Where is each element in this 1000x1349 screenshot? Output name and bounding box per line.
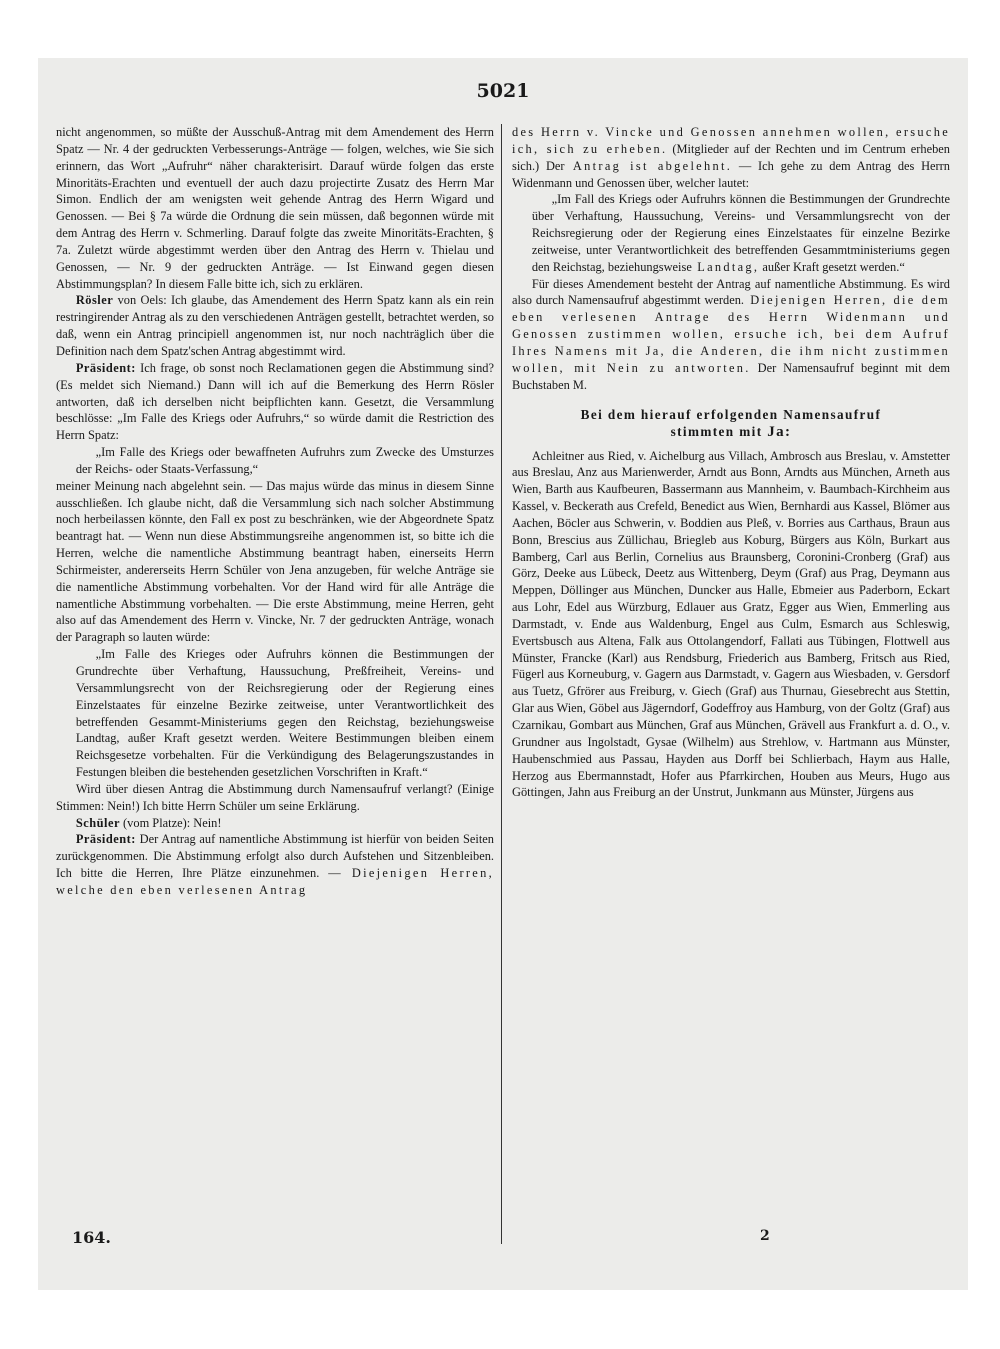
quoted-amendment: „Im Falle des Krieges oder Aufruhrs können die Bestimmungen der Grundrechte über Verhaftung, Haussuchung, Preßfreiheit, Vereins- und Versammlungsrecht von der Reichsregierung oder der Regierung eines Einzelstaates für einzelne Bezirke zeitweise, unter Verantwortlichkeit des betreffenden Gesammt-Ministeriums gegen den Reichstag, beziehungsweise Landtag, außer Kraft gesetzt werden. Weitere Bestimmungen bleiben einem Reichsgesetze vorbehalten. Für die Verkündigung des Belagerungszustandes in Festungen bleiben die bestehenden gesetzlichen Vorschriften in Kraft.“	[75, 647, 494, 780]
heading-line	[512, 423, 950, 442]
paragraph	[512, 124, 950, 191]
heading-text: stimmten mit	[670, 424, 768, 439]
speaker-name: Schüler	[75, 815, 120, 830]
paragraph	[512, 276, 950, 394]
speech-text: — Ich gehe zu dem Antrag des Herrn Widenmann und Genossen über, welcher lautet:	[512, 158, 950, 190]
speech-text: Für dieses Amendement besteht der Antrag auf namentliche Abstimmung. Es wird also durch Namensaufruf abgestimmt werden.	[512, 276, 950, 308]
quoted-amendment: „Im Falle des Kriegs oder bewaffneten Aufruhrs zum Zwecke des Umsturzes der Reichs- oder Staats-Verfassung,“	[75, 445, 494, 476]
spaced-text: Diejenigen Herren, welche den eben verlesenen Antrag	[56, 866, 494, 897]
speech-text: (Mitglieder auf der Rechten und im Centrum erheben sich.) Der	[512, 141, 950, 173]
section-heading	[512, 406, 950, 442]
signature-mark-right: 2	[760, 1228, 770, 1244]
paragraph	[56, 815, 494, 832]
speaker-name: Präsident:	[75, 832, 136, 847]
speech-text: Ich frage, ob sonst noch Reclamationen gegen die Abstimmung sind? (Es meldet sich Niemand.) Dann will ich auf die Bemerkung des Herrn Rösler antworten, daß ich derselben nicht beipflichten kann. Gesetzt, die Versammlung beschlösse: „Im Falle des Kriegs oder Aufruhrs,“ so würde damit die Restriction des Herrn Spatz:	[56, 360, 494, 443]
signature-mark-left: 164.	[72, 1228, 111, 1247]
speech-text: Der Antrag auf namentliche Abstimmung ist hierfür von beiden Seiten zurückgenommen. Die Abstimmung erfolgt also durch Aufstehen und Sitzenbleiben. Ich bitte die Herren, Ihre Plätze einzunehmen. —	[56, 832, 494, 881]
paragraph	[56, 831, 494, 898]
left-column	[56, 124, 494, 1214]
speaker-name: Präsident:	[75, 360, 136, 375]
spaced-text: Diejenigen Herren, die dem eben verlesenen Antrage des Herrn Widenmann und Genossen zustimmen wollen, ersuche ich, bei dem Aufruf Ihres Namens mit Ja, die Anderen, die ihm nicht zustimmen wollen, mit Nein zu antworten.	[512, 293, 950, 375]
paragraph: meiner Meinung nach abgelehnt sein. — Das majus würde das minus in diesem Sinne ausschließen. Ich glaube nicht, daß die Versammlung sich nach solcher Abstimmung noch herbeilassen könnte, den Fall ex post zu beschränken, wie der Abgeordnete Spatz beantragt hat. — Wenn nun diese Abstimmungsreihe angenommen ist, so bitte ich die Herren, welche die namentliche Abstimmung beantragt haben, einerseits Herrn Schirmeister, andererseits Herrn Schüler von Jena anzugeben, für welche Anträge sie die namentliche Abstimmung vorbehalten. Vor der Hand wird für alle Anträge die namentliche Abstimmung vorbehalten. — Die erste Abstimmung, meine Herren, geht also auf das Amendement des Herrn v. Vincke, Nr. 7 der gedruckten Anträge, wonach der Paragraph so lauten würde:	[56, 478, 494, 645]
column-divider	[501, 124, 502, 1244]
speech-text: von Oels: Ich glaube, das Amendement des Herrn Spatz kann als ein rein restringirender Antrag als zu den verschiedenen Anträgen gestellt, betrachtet werden, so daß, wenn ein Antrag principiell angenommen ist, nur noch nachträglich über die Definition nach dem Spatz'schen Antrag abgestimmt wird.	[56, 293, 494, 358]
quote-text: „Im Fall des Kriegs oder Aufruhrs können die Bestimmungen der Grundrechte über Verhaftung, Haussuchung, Vereins- und Versammlungsrecht von der Reichsregierung oder der Regierung eines Einzelstaates für einzelne Bezirke zeitweise, unter Verantwortlichkeit des betreffenden Gesammtministeriums gegen den Reichstag, beziehungsweise	[531, 192, 950, 274]
paragraph: nicht angenommen, so müßte der Ausschuß-Antrag mit dem Amendement des Herrn Spatz — Nr. 4 der gedruckten Verbesserungs-Anträge — folgen, welches, wie Sie sich erinnern, das Wort „Aufruhr“ näher charakterisirt. Darauf würde folgen das erste Minoritäts-Erachten und eventuell der auch dazu projectirte Zusatz des Herrn Mar Simon. Endlich der am wenigsten weit gehende Antrag des Herrn Wigard und Genossen. — Bei § 7a würde die Ordnung die sein müssen, daß begonnen würde mit dem Antrag des Herrn v. Schmerling. Darauf folgte das zweite Minoritäts-Erachten, § 7a. Zuletzt würde abgestimmt werden über den Antrag des Herrn v. Thielau und Genossen, — Nr. 9 der gedruckten Anträge. — Ist Einwand gegen diesen Abstimmungsplan? In diesem Falle bitte ich, sich zu erklären.	[56, 125, 494, 291]
name-list: Achleitner aus Ried, v. Aichelburg aus Villach, Ambrosch aus Breslau, v. Amstetter aus Breslau, Anz aus Marienwerder, Arndt aus Bonn, Arndts aus München, Arneth aus Wien, Barth aus Kaufbeuren, Bassermann aus Mannheim, v. Baumbach-Kirchheim aus Kassel, v. Beckerath aus Crefeld, Benedict aus Wien, Bernhardi aus Kassel, Blömer aus Aachen, Böcler aus Schwerin, v. Boddien aus Pleß, v. Borries aus Carthaus, Braun aus Bonn, Brescius aus Züllichau, Briegleb aus Koburg, Bürgers aus Köln, Burkart aus Bamberg, Carl aus Berlin, Cornelius aus Braunsberg, Coronini-Cronberg (Graf) aus Görz, Deeke aus Lübeck, Deetz aus Wittenberg, Deym (Graf) aus Prag, Deymann aus Meppen, Döllinger aus München, Duncker aus Halle, Ebmeier aus Paderborn, Eckart aus Lohr, Edel aus Würzburg, Edlauer aus Gratz, Egger aus Wien, Emmerling aus Darmstadt, v. Ende aus Waldenburg, Engel aus Culm, Esmarch aus Schleswig, Evertsbusch aus Altena, Falk aus Ottolangendorf, Fallati aus Tübingen, Flottwell aus Münster, Francke (Karl) aus Rendsburg, Friederich aus Bamberg, Fritsch aus Ried, Fügerl aus Korneuburg, v. Gagern aus Darmstadt, v. Gagern aus Wiesbaden, v. Gersdorf aus Tuetz, Gfrörer aus Freiburg, v. Giech (Graf) aus Thurnau, Giesebrecht aus Stettin, Glar aus Wien, Göbel aus Jägerndorf, Godeffroy aus Hamburg, von der Goltz (Graf) aus Czarnikau, Gombart aus München, Graf aus München, Grävell aus Frankfurt a. d. O., v. Grundner aus Ingolstadt, Gysae (Wilhelm) aus Strehlow, v. Hartmann aus Münster, Haubenschmied aus Passau, Hayden aus Dorff bei Schlierbach, Haym aus Halle, Herzog aus Ebermannstadt, Hofer aus Pfarrkirchen, Houben aus Meurs, Hugo aus Göttingen, Jahn aus Freiburg an der Unstrut, Junkmann aus Münster, Jürgens aus	[512, 448, 950, 800]
paragraph: Wird über diesen Antrag die Abstimmung durch Namensaufruf verlangt? (Einige Stimmen: Nein!) Ich bitte Herrn Schüler um seine Erklärung.	[56, 781, 494, 813]
paragraph	[56, 360, 494, 444]
right-column	[512, 124, 950, 1214]
spaced-text: Landtag,	[691, 259, 760, 274]
speaker-name: Rösler	[75, 293, 114, 308]
heading-bold-text: Ja:	[767, 424, 792, 440]
spaced-text: des Herrn v. Vincke und Genossen annehmen wollen, ersuche ich, sich zu erheben.	[512, 125, 950, 156]
spaced-text: Antrag ist abgelehnt.	[564, 158, 733, 173]
speech-text: (vom Platze): Nein!	[119, 815, 222, 830]
document-page	[38, 58, 968, 1290]
quoted-amendment	[532, 191, 950, 275]
page-number: 5021	[476, 80, 530, 102]
paragraph	[56, 292, 494, 359]
speech-text: Der Namensaufruf beginnt mit dem Buchstaben M.	[512, 360, 950, 392]
heading-line: Bei dem hierauf erfolgenden Namensaufruf	[580, 406, 882, 422]
quote-text: außer Kraft gesetzt werden.“	[759, 259, 905, 274]
